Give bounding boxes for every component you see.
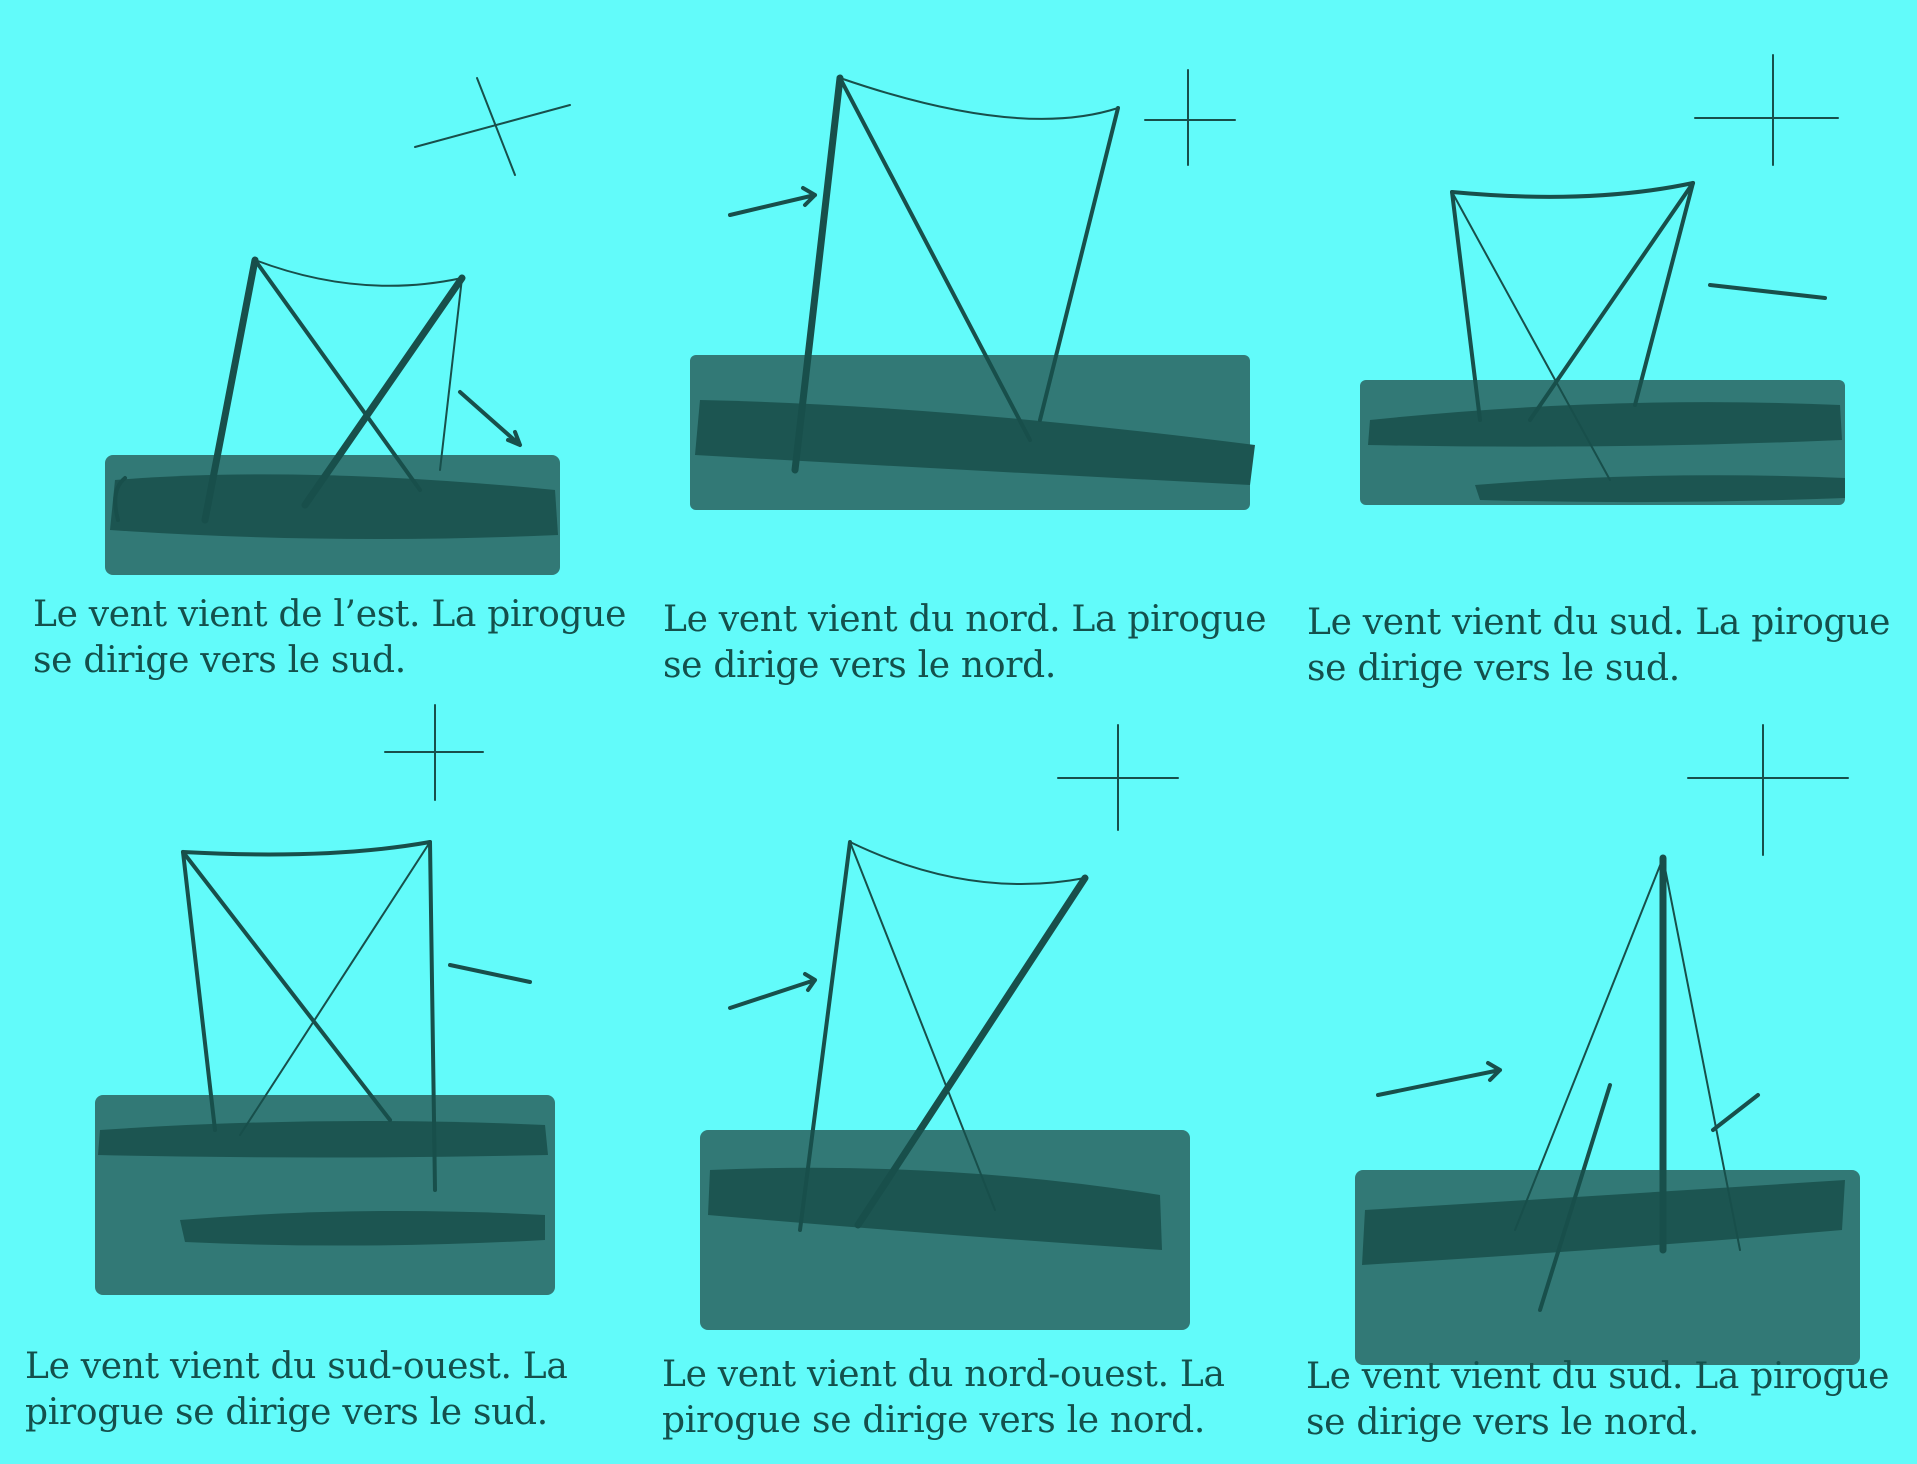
illustration-2 (640, 0, 1280, 686)
caption-line: se dirige vers le sud. (33, 640, 406, 681)
illustration-4 (0, 690, 640, 1464)
compass-rose-icon (1058, 725, 1178, 830)
illustration-1 (0, 0, 640, 681)
caption-line: Le vent vient du nord-ouest. La (662, 1354, 1225, 1395)
compass-rose-icon (1695, 55, 1838, 165)
canoe-drawing-3 (1280, 0, 1917, 590)
caption-line: se dirige vers le nord. (663, 645, 1056, 686)
caption-1 (33, 592, 626, 684)
caption-3 (1307, 600, 1890, 692)
caption-line: Le vent vient de l’est. La pirogue (33, 594, 627, 635)
compass-rose-icon (415, 78, 570, 175)
caption-line: pirogue se dirige vers le nord. (662, 1400, 1206, 1441)
illustration-3 (1280, 0, 1917, 689)
canoe-drawing-5 (640, 690, 1280, 1464)
caption-6 (1306, 1354, 1889, 1446)
caption-line: pirogue se dirige vers le sud. (25, 1392, 548, 1433)
caption-line: se dirige vers le nord. (1306, 1402, 1699, 1443)
caption-line: se dirige vers le sud. (1307, 648, 1680, 689)
canoe-drawing-1 (0, 0, 640, 590)
illustration-6 (1280, 690, 1917, 1464)
caption-line: Le vent vient du sud. La pirogue (1306, 1356, 1890, 1397)
canoe-drawing-6 (1280, 690, 1917, 1464)
caption-4 (25, 1344, 568, 1436)
caption-line: Le vent vient du nord. La pirogue (663, 599, 1267, 640)
compass-rose-icon (1688, 725, 1848, 855)
illustration-5 (640, 690, 1280, 1464)
caption-line: Le vent vient du sud-ouest. La (25, 1346, 568, 1387)
caption-line: Le vent vient du sud. La pirogue (1307, 602, 1891, 643)
caption-5 (662, 1352, 1225, 1444)
compass-rose-icon (385, 705, 483, 800)
canoe-drawing-2 (640, 0, 1280, 590)
compass-rose-icon (1145, 70, 1235, 165)
caption-2 (663, 597, 1266, 689)
